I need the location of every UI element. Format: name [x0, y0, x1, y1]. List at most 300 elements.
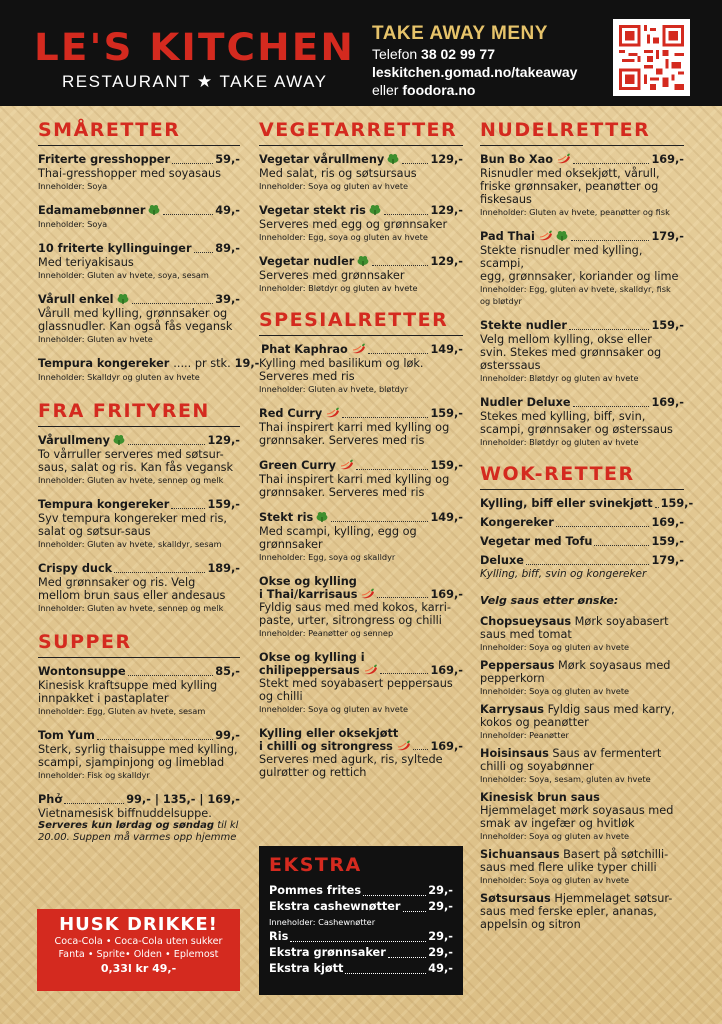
desc-line: fiskesaus [480, 193, 532, 206]
sauce-desc: Mørk soyabasert [571, 615, 669, 628]
item-name [38, 434, 126, 448]
vegetarian-leaf-icon [555, 230, 569, 241]
menu-item-pho[interactable] [38, 793, 240, 844]
item-name: Wontonsuppe [38, 665, 126, 678]
vegetarian-leaf-icon [368, 204, 382, 215]
item-name-text: Vegetar nudler [259, 255, 355, 268]
item-price: 29,- [428, 900, 453, 913]
item-description: Vietnamesisk biffnuddelsuppe. [38, 807, 212, 820]
foodora-line [372, 82, 475, 98]
sauce-sichuan[interactable] [480, 848, 684, 886]
desc-line: Thai inspirert karri med kylling og [259, 473, 450, 486]
desc-line: scampi, sjampinjong og limeblad [38, 756, 225, 769]
item-price: 179,- [651, 554, 684, 567]
item-name: Nudler Deluxe [480, 396, 571, 409]
item-allergens: Inneholder: Bløtdyr og gluten av hvete [480, 373, 639, 383]
leader-dots [114, 572, 205, 573]
item-price: 169,- [651, 153, 684, 166]
vegetarian-leaf-icon [356, 255, 370, 266]
desc-line: Syv tempura kongereker med ris, [38, 512, 227, 525]
sauce-desc: appelsin og sitron [480, 918, 581, 931]
item-name [259, 255, 370, 269]
item-price: 159,- [651, 319, 684, 332]
item-price: 159,- [430, 407, 463, 420]
leader-dots [128, 675, 214, 676]
item-description [259, 525, 463, 551]
item-name [259, 407, 340, 421]
menu-item-nudler-deluxe[interactable] [480, 396, 684, 448]
wok-item[interactable] [480, 535, 684, 549]
item-name: Ekstra kjøtt [269, 962, 344, 975]
item-name: 10 friterte kyllinguinger [38, 242, 192, 255]
item-name-line: Kylling eller oksekjøtt [259, 727, 399, 740]
item-description [480, 333, 684, 372]
leader-dots [172, 163, 213, 164]
item-name [259, 511, 329, 525]
section-title-supper: SUPPER [38, 630, 240, 658]
desc-line: og chilli [259, 690, 303, 703]
item-name [259, 153, 400, 167]
item-name: Ris [269, 930, 289, 943]
menu-item-phat-kaphrao[interactable] [259, 343, 463, 395]
menu-item-varull-enkel[interactable] [38, 293, 240, 345]
menu-item-wontonsuppe[interactable] [38, 665, 240, 717]
leader-dots [569, 329, 649, 330]
menu-item-vegetar-varullmeny[interactable] [259, 153, 463, 192]
item-allergens: Inneholder: Bløtdyr og gluten av hvete [480, 437, 639, 447]
item-price: 129,- [430, 204, 463, 217]
desc-line: To vårruller serveres med søtsur- [38, 448, 224, 461]
leader-dots [163, 214, 213, 215]
note-line: 20.00. Suppen må varmes opp hjemme [38, 832, 237, 843]
per-piece-label: ..... pr stk. [173, 357, 231, 370]
sauce-text [480, 703, 684, 729]
item-price: 129,- [430, 255, 463, 268]
item-name [259, 204, 382, 218]
item-name-line: i Thai/karrisaus [259, 588, 358, 601]
leader-dots [331, 521, 428, 522]
leader-dots [402, 163, 428, 164]
item-allergens: Inneholder: Soya og gluten av hvete [480, 686, 630, 696]
item-description: Thai-gresshopper med soyasaus [38, 167, 222, 180]
sauce-pepper[interactable] [480, 659, 684, 697]
item-allergens: Inneholder: Soya og gluten av hvete [480, 642, 630, 652]
leader-dots [345, 973, 426, 974]
item-name [259, 727, 411, 753]
item-description [38, 307, 240, 333]
foodora-link[interactable]: foodora.no [402, 82, 476, 98]
item-name-text: Vegetar vårullmeny [259, 153, 385, 166]
url-text[interactable]: leskitchen.gomad.no/takeaway [372, 64, 578, 80]
item-allergens: Inneholder: Gluten av hvete, peanøtter og fisk [480, 207, 670, 217]
drinks-price: 0,33l kr 49,- [100, 962, 177, 975]
sauce-desc: saus med tomat [480, 628, 572, 641]
desc-line: glassnudler. Kan også fås vegansk [38, 320, 233, 333]
sauce-sotsur[interactable] [480, 892, 684, 931]
item-name: Tempura kongereker [38, 357, 170, 370]
item-name [259, 651, 378, 677]
sauce-text [480, 791, 684, 830]
vegetarian-leaf-icon [315, 511, 329, 522]
item-allergens: Inneholder: Gluten av hvete [38, 334, 153, 344]
leader-dots [571, 240, 650, 241]
item-name-text: Bun Bo Xao [480, 153, 554, 166]
item-description: Med salat, ris og søtsursaus [259, 167, 417, 180]
sauce-name: Sichuansaus [480, 848, 560, 861]
desc-line: egg, grønnsaker, koriander og lime [480, 270, 679, 283]
item-name [480, 230, 569, 244]
desc-line: Velg mellom kylling, okse eller [480, 333, 652, 346]
item-price: 89,- [215, 242, 240, 255]
item-allergens: Inneholder: Gluten av hvete, soya, sesam [38, 270, 209, 280]
desc-line: Stekte risnudler med kylling, scampi, [480, 244, 643, 270]
menu-item-stekt-ris[interactable] [259, 511, 463, 563]
or-label: eller [372, 82, 399, 98]
extra-item[interactable] [269, 961, 453, 977]
item-name [259, 575, 375, 601]
item-name-text: Green Curry [259, 459, 336, 472]
item-name-line: Okse og kylling [259, 575, 357, 588]
item-allergens: Inneholder: Soya og gluten av hvete [259, 181, 409, 191]
item-description [38, 448, 240, 474]
item-price: 49,- [428, 962, 453, 975]
item-description [38, 512, 240, 538]
sauce-desc: chilli og soyabønner [480, 760, 594, 773]
section-title-spesial: SPESIALRETTER [259, 308, 463, 336]
item-name: Friterte gresshopper [38, 153, 171, 166]
leader-dots [342, 417, 428, 418]
item-allergens: Inneholder: Gluten av hvete, skalldyr, sesam [38, 539, 222, 549]
menu-item-okse-kylling-thai[interactable] [259, 575, 463, 639]
item-allergens: Inneholder: Gluten av hvete, sennep og melk [38, 475, 224, 485]
item-name [259, 343, 366, 357]
leader-dots [403, 911, 427, 912]
item-price: 29,- [428, 884, 453, 897]
menu-item-red-curry[interactable] [259, 407, 463, 447]
sauce-text [480, 892, 684, 931]
leader-dots [368, 353, 429, 354]
tagline: RESTAURANT ★ TAKE AWAY [62, 72, 328, 91]
leader-dots [128, 444, 205, 445]
item-name-text: Pad Thai [480, 230, 535, 243]
item-price: 49,- [215, 204, 240, 217]
item-name-text: Red Curry [259, 407, 323, 420]
item-description [480, 410, 684, 436]
leader-dots [594, 545, 649, 546]
drinks-title: HUSK DRIKKE! [59, 914, 218, 935]
chili-icon [362, 664, 378, 675]
leader-dots [64, 803, 124, 804]
drinks-box [37, 909, 240, 991]
chili-icon [537, 230, 553, 241]
item-allergens: Inneholder: Skalldyr og gluten av hvete [38, 372, 200, 382]
desc-line: Med grønnsaker og ris. Velg [38, 576, 196, 589]
item-allergens: Inneholder: Soya, sesam, gluten av hvete [480, 774, 651, 784]
leader-dots [655, 507, 659, 508]
sauce-desc: saus med flere ulike typer chilli [480, 861, 657, 874]
menu-item-tom-yum[interactable] [38, 729, 240, 781]
leader-dots [526, 564, 650, 565]
item-name: Ekstra grønnsaker [269, 946, 386, 959]
menu-item-kylling-sitrongress[interactable] [259, 727, 463, 779]
item-name [480, 153, 571, 167]
desc-line: Thai inspirert karri med kylling og [259, 421, 450, 434]
item-price: 169,- [651, 396, 684, 409]
menu-item-okse-kylling-chilipepper[interactable] [259, 651, 463, 715]
extra-item[interactable] [269, 883, 453, 899]
menu-item-tempura-kongereker-stk[interactable] [38, 357, 260, 383]
item-price: 99,- | 135,- | 169,- [126, 793, 240, 806]
sauce-karry[interactable] [480, 703, 684, 741]
item-price: 169,- [430, 588, 463, 601]
item-allergens: Inneholder: Peanøtter [480, 730, 569, 740]
item-price: 189,- [207, 562, 240, 575]
chili-icon [555, 153, 571, 164]
desc-line: Fyldig saus med med kokos, karri- [259, 601, 451, 614]
sauce-name: Karrysaus [480, 703, 544, 716]
item-name: Vegetar med Tofu [480, 535, 593, 548]
sauce-text [480, 747, 684, 773]
vegetarian-leaf-icon [116, 293, 130, 304]
wok-item[interactable] [480, 516, 684, 530]
desc-line: innpakket i pastaplater [38, 692, 169, 705]
desc-line: gulrøtter og rettich [259, 766, 367, 779]
item-name-text: Vegetar stekt ris [259, 204, 366, 217]
item-description [38, 576, 240, 602]
item-description: Serveres med grønnsaker [259, 269, 405, 282]
item-name [259, 459, 354, 473]
item-name-text: Vårull enkel [38, 293, 114, 306]
sauce-desc: Hjemmelaget mørk soyasaus med [480, 804, 674, 817]
leader-dots [171, 508, 205, 509]
item-price: 85,- [215, 665, 240, 678]
desc-line: Kylling med basilikum og løk. [259, 357, 424, 370]
qr-code-icon[interactable] [613, 19, 690, 96]
item-price: 39,- [215, 293, 240, 306]
sauce-text [480, 615, 684, 641]
item-price: 159,- [430, 459, 463, 472]
sauce-name: Peppersaus [480, 659, 555, 672]
desc-line: Vårull med kylling, grønnsaker og [38, 307, 228, 320]
item-allergens: Inneholder: Egg, soya og gluten av hvete [259, 232, 428, 242]
leader-dots [356, 469, 428, 470]
column-middle [259, 118, 463, 791]
item-name: Kongereker [480, 516, 554, 529]
item-name [38, 293, 130, 307]
menu-item-friterte-gresshopper[interactable] [38, 153, 240, 192]
item-price: 19,- [234, 357, 260, 370]
item-description [38, 679, 240, 705]
menu-item-crispy-duck[interactable] [38, 562, 240, 614]
sauce-name: Søtsursaus [480, 892, 551, 905]
item-allergens: Inneholder: Egg, soya og skalldyr [259, 552, 396, 562]
vegetarian-leaf-icon [112, 434, 126, 445]
sauce-desc: saus med ferske epler, ananas, [480, 905, 657, 918]
item-name-text: Vårullmeny [38, 434, 110, 447]
item-description [259, 473, 463, 499]
desc-line: svin. Stekes med grønnsaker og [480, 346, 662, 359]
drinks-line: Coca-Cola • Coca-Cola uten sukker [54, 936, 223, 947]
item-description [38, 743, 240, 769]
section-title-frityren: FRA FRITYREN [38, 399, 240, 427]
header [0, 0, 722, 106]
menu-item-tempura-kongereker[interactable] [38, 498, 240, 550]
leader-dots [97, 739, 213, 740]
item-description [259, 357, 463, 383]
leader-dots [290, 941, 426, 942]
sauce-name: Kinesisk brun saus [480, 791, 600, 804]
menu-item-vegetar-stekt-ris[interactable] [259, 204, 463, 243]
sauce-desc: Fyldig saus med karry, [544, 703, 675, 716]
leader-dots [573, 163, 649, 164]
chili-icon [324, 407, 340, 418]
item-name [38, 204, 161, 218]
item-name-text: Phat Kaphrao [261, 343, 348, 356]
item-description: Serveres med egg og grønnsaker [259, 218, 448, 231]
sauce-desc: pepperkorn [480, 672, 545, 685]
section-title-wok: WOK-RETTER [480, 462, 684, 490]
takeaway-url[interactable] [372, 64, 577, 80]
item-name: Crispy duck [38, 562, 113, 575]
leader-dots [573, 406, 650, 407]
vegetarian-leaf-icon [147, 204, 161, 215]
menu-item-varullmeny[interactable] [38, 434, 240, 486]
menu-item-green-curry[interactable] [259, 459, 463, 499]
item-allergens: Inneholder: Fisk og skalldyr [38, 770, 150, 780]
phone-number[interactable]: 38 02 99 77 [421, 46, 496, 62]
item-allergens: Inneholder: Gluten av hvete, bløtdyr [259, 384, 409, 394]
leader-dots [194, 252, 214, 253]
item-price: 29,- [428, 930, 453, 943]
item-price: 159,- [651, 535, 684, 548]
item-description [480, 244, 684, 283]
item-allergens: Inneholder: Soya og gluten av hvete [259, 704, 409, 714]
sauce-desc: smak av ingefær og hvitløk [480, 817, 635, 830]
desc-line: grønnsaker. Serveres med ris [259, 486, 425, 499]
vegetarian-leaf-icon [386, 153, 400, 164]
item-description [259, 421, 463, 447]
item-price: 159,- [207, 498, 240, 511]
item-name-line: i chilli og sitrongress [259, 740, 393, 753]
desc-line: friske grønnsaker, peanøtter og [480, 180, 659, 193]
item-price: 29,- [428, 946, 453, 959]
item-name: Tom Yum [38, 729, 95, 742]
phone-label: Telefon [372, 46, 418, 62]
leader-dots [380, 673, 429, 674]
item-allergens: Inneholder: Peanøtter og sennep [259, 628, 394, 638]
section-title-smaretter: SMÅRETTER [38, 118, 240, 146]
pho-note [38, 820, 240, 844]
chili-icon [350, 343, 366, 354]
chili-icon [359, 588, 375, 599]
item-name: Kylling, biff eller svinekjøtt [480, 497, 653, 510]
deluxe-note: Kylling, biff, svin og kongereker [480, 568, 647, 580]
item-price: 169,- [651, 516, 684, 529]
desc-line: Risnudler med oksekjøtt, vårull, [480, 167, 660, 180]
column-right [480, 118, 694, 937]
menu-item-edamame[interactable] [38, 204, 240, 230]
sauce-kinesisk-brun[interactable] [480, 791, 684, 842]
phone-line [372, 46, 495, 62]
desc-line: Serveres med agurk, ris, syltede [259, 753, 443, 766]
chili-icon [338, 459, 354, 470]
item-name: Deluxe [480, 554, 524, 567]
item-allergens [480, 283, 684, 307]
item-allergens: Inneholder: Bløtdyr og gluten av hvete [259, 283, 418, 293]
item-description [259, 677, 463, 703]
leader-dots [413, 749, 429, 750]
item-price: 129,- [430, 153, 463, 166]
item-price: 59,- [215, 153, 240, 166]
desc-line: paste, urter, sitrongress og chilli [259, 614, 442, 627]
desc-line: Kinesisk kraftsuppe med kylling [38, 679, 218, 692]
item-name-line: Okse og kylling i [259, 651, 365, 664]
sauce-text [480, 659, 684, 685]
extra-item[interactable] [269, 899, 453, 915]
leader-dots [377, 597, 428, 598]
leader-dots [384, 214, 429, 215]
menu-item-stekte-nudler[interactable] [480, 319, 684, 384]
desc-line: Sterk, syrlig thaisuppe med kylling, [38, 743, 238, 756]
sauce-desc: Mørk soyasaus med [554, 659, 671, 672]
item-price: 179,- [651, 230, 684, 243]
sauce-name: Hoisinsaus [480, 747, 549, 760]
sauce-desc: Saus av fermentert [548, 747, 662, 760]
item-allergens: Inneholder: Egg, Gluten av hvete, sesam [38, 706, 206, 716]
item-allergens: Inneholder: Gluten av hvete, sennep og melk [38, 603, 224, 613]
extra-title: EKSTRA [269, 854, 362, 876]
sauce-text [480, 848, 684, 874]
item-name: Ekstra cashewnøtter [269, 900, 401, 913]
item-price: 149,- [430, 343, 463, 356]
menu-item-vegetar-nudler[interactable] [259, 255, 463, 294]
item-allergens: Inneholder: Soya [38, 181, 108, 191]
item-description [259, 753, 463, 779]
menu-item-bun-bo-xao[interactable] [480, 153, 684, 218]
allergen-line: og bløtdyr [480, 296, 522, 306]
sauce-desc: kokos og peanøtter [480, 716, 589, 729]
item-allergens: Inneholder: Soya [38, 219, 108, 229]
desc-line: østerssaus [480, 359, 541, 372]
item-name-line: chilipeppersaus [259, 664, 360, 677]
extra-item[interactable] [269, 945, 453, 961]
item-name: Stekte nudler [480, 319, 567, 332]
desc-line: Stekt med soyabasert peppersaus [259, 677, 453, 690]
item-name: Tempura kongereker [38, 498, 170, 511]
item-price: 169,- [430, 664, 463, 677]
desc-line: grønnsaker. Serveres med ris [259, 434, 425, 447]
takeaway-title: TAKE AWAY MENY [372, 23, 548, 44]
sauce-name: Chopsueysaus [480, 615, 572, 628]
sauce-hoisin[interactable] [480, 747, 684, 785]
desc-line: scampi, grønnsaker og østerssaus [480, 423, 673, 436]
column-left [38, 118, 260, 856]
extra-item[interactable] [269, 929, 453, 945]
sauce-chopsuey[interactable] [480, 615, 684, 653]
item-name: Phở [38, 793, 63, 806]
wok-item[interactable] [480, 554, 684, 568]
wok-item[interactable] [480, 497, 694, 511]
allergen-line: Inneholder: Egg, gluten av hvete, skalldyr, fisk [480, 284, 671, 294]
menu-item-pad-thai[interactable] [480, 230, 684, 307]
item-price: 159,- [660, 497, 694, 510]
menu-item-kyllingvinger[interactable] [38, 242, 240, 281]
chili-icon [395, 740, 411, 751]
desc-line: Stekes med kylling, biff, svin, [480, 410, 646, 423]
item-price: 149,- [430, 511, 463, 524]
note-bold: Serveres kun lørdag og søndag [38, 820, 215, 831]
item-allergens: Inneholder: Cashewnøtter [269, 917, 376, 927]
